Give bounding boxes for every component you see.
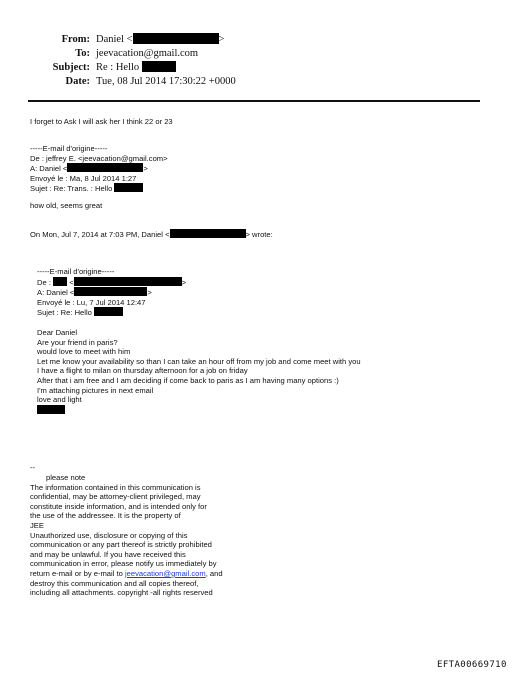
quote-body-line: Dear Daniel [37, 327, 78, 337]
redaction-block [94, 307, 123, 316]
subject-value: Re : Hello [96, 61, 176, 75]
quote-body-line: Are your friend in paris? [37, 337, 118, 347]
redaction-block [53, 277, 67, 286]
redaction-block [133, 33, 219, 44]
quote-subject: Sujet : Re: Hello [37, 307, 361, 318]
quote-sent: Envoyé le : Lu, 7 Jul 2014 12:47 [37, 297, 146, 307]
disclaimer [30, 473, 223, 598]
signature-dashes: -- [30, 463, 36, 472]
quote-sent: Envoyé le : Ma, 8 Jul 2014 1:27 [30, 173, 137, 183]
to-row [0, 47, 512, 61]
email-link[interactable]: jeevacation@gmail.com [124, 568, 206, 578]
quote-body-line: I'm attaching pictures in next email [37, 385, 154, 395]
date-label: Date: [65, 76, 90, 87]
disclaimer-line: JEE [30, 520, 44, 530]
header-divider [28, 100, 480, 102]
message-line: I forget to Ask I will ask her I think 22 or 23 [30, 117, 173, 126]
subject-row [0, 61, 512, 75]
quote-from: De : jeffrey E. <jeevacation@gmail.com> [30, 153, 168, 163]
redaction-block [67, 163, 143, 172]
quote-separator: -----E-mail d'origine----- [30, 144, 108, 153]
reply-line: how old, seems great [30, 201, 103, 210]
disclaimer-line: return e-mail or by e-mail to jeevacation@gmail.com, and [30, 568, 223, 578]
quote-to: A: Daniel < > [30, 164, 148, 174]
quote-body-line: I have a flight to milan on thursday afternoon for a job on friday [37, 366, 248, 376]
wrote-line: On Mon, Jul 7, 2014 at 7:03 PM, Daniel < > wrote: [30, 230, 273, 239]
quote-separator: -----E-mail d'origine----- [37, 267, 115, 276]
redaction-block [37, 405, 65, 414]
redaction-block [170, 229, 246, 238]
date-value: Tue, 08 Jul 2014 17:30:22 +0000 [96, 76, 236, 87]
quote-body-line: Let me know your availability so than I can take an hour off from my job and come meet with you [37, 356, 361, 366]
to-value: jeevacation@gmail.com [96, 48, 199, 59]
subject-label: Subject: [52, 62, 90, 73]
from-row [0, 33, 512, 47]
disclaimer-line: the use of the addressee. It is the property of [30, 511, 181, 521]
quote-from: De : < > [37, 277, 187, 287]
quote-to: A: Daniel < > [37, 288, 152, 298]
quote-body-line: would love to meet with him [37, 347, 131, 357]
from-value: Daniel < > [96, 34, 225, 45]
disclaimer-line: The information contained in this communication is [30, 482, 201, 492]
date-row [0, 75, 512, 89]
quote-body-line: After that i am free and I am deciding if come back to paris as I am having many options :) [37, 375, 339, 385]
redaction-block [74, 277, 182, 286]
disclaimer-line: Unauthorized use, disclosure or copying of this [30, 530, 188, 540]
quoted-header-1 [30, 144, 168, 194]
redaction-block [114, 183, 143, 192]
disclaimer-line: confidential, may be attorney-client privileged, may [30, 492, 201, 502]
disclaimer-line: destroy this communication and all copies thereof, [30, 578, 199, 588]
quote-subject: Sujet : Re: Trans. : Hello [30, 183, 168, 194]
redaction-block [74, 287, 147, 296]
disclaimer-line: and may be unlawful. If you have received this [30, 549, 186, 559]
quoted-message-2 [37, 267, 361, 415]
disclaimer-line: communication in error, please notify us immediately by [30, 559, 217, 569]
disclaimer-line: constitute inside information, and is intended only for [30, 501, 207, 511]
disclaimer-line: including all attachments. copyright -all rights reserved [30, 588, 213, 598]
to-label: To: [75, 48, 90, 59]
quote-body-line: love and light [37, 395, 82, 405]
disclaimer-line: communication or any part thereof is strictly prohibited [30, 540, 212, 550]
redaction-block [142, 61, 176, 72]
from-label: From: [61, 34, 90, 45]
document-id: EFTA00669710 [437, 660, 507, 670]
disclaimer-note: please note [46, 473, 86, 482]
